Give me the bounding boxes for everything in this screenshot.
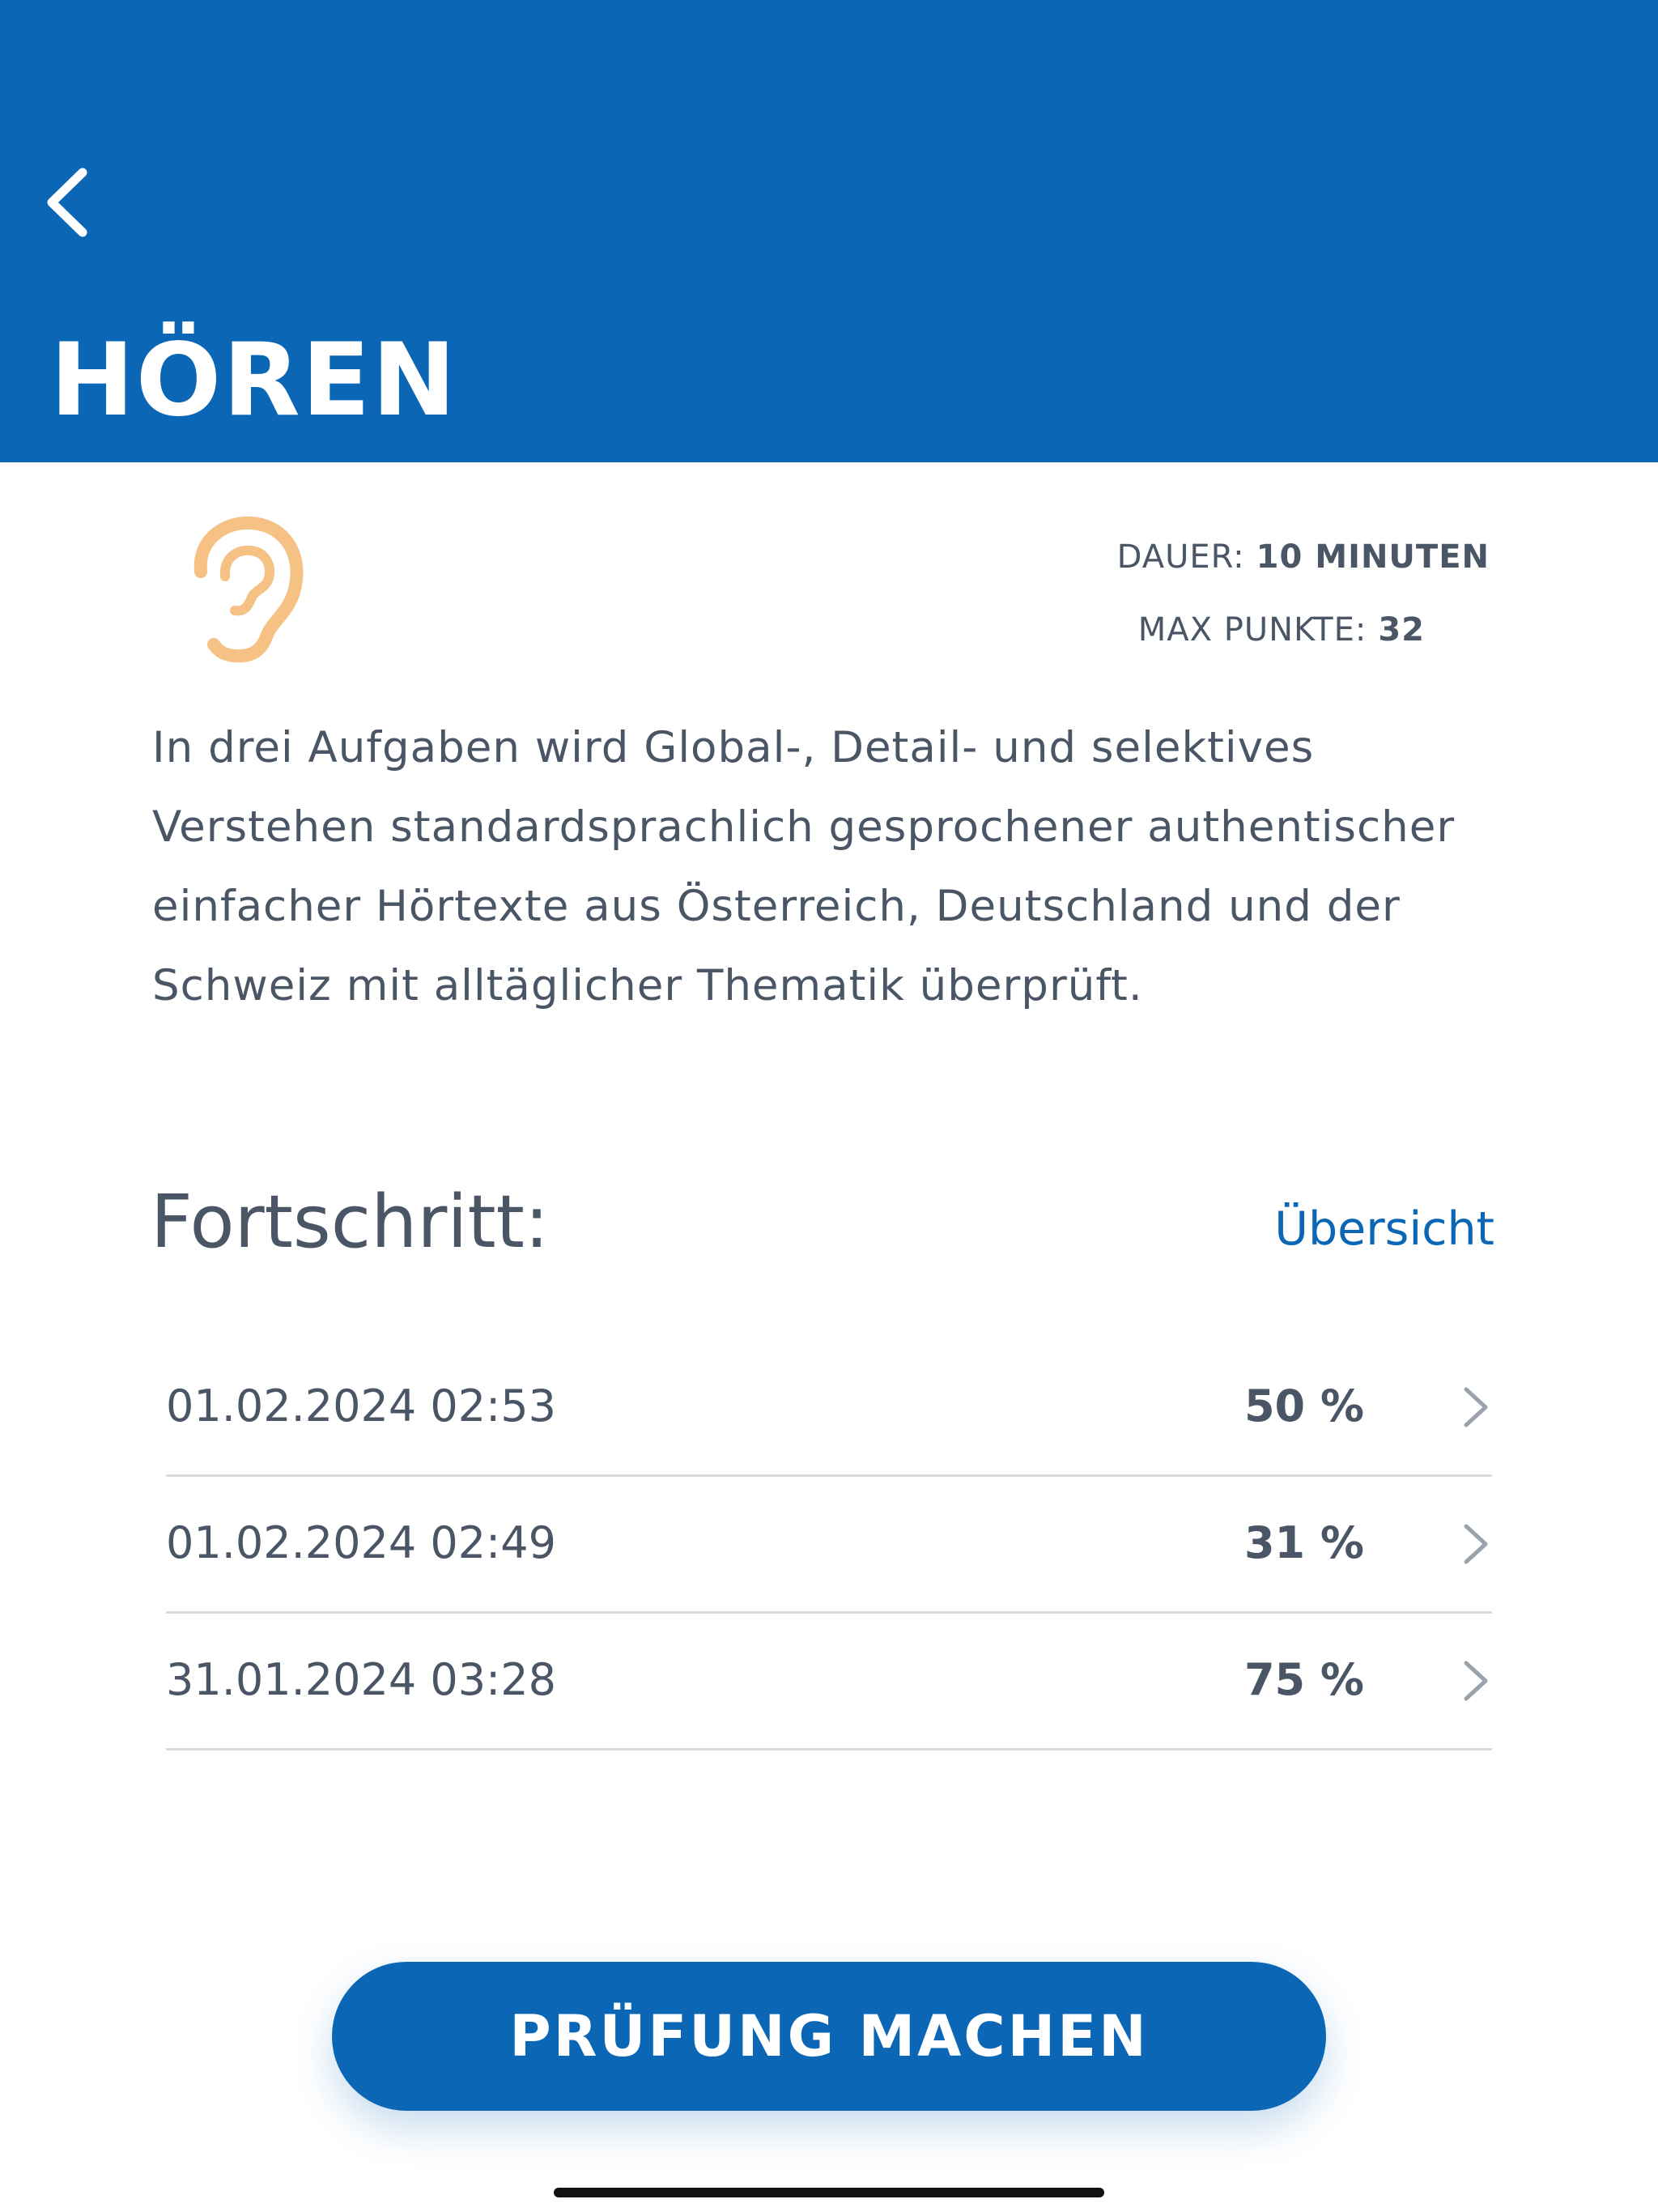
ear-icon bbox=[186, 515, 308, 666]
result-score: 50 % bbox=[1244, 1380, 1364, 1431]
result-score: 75 % bbox=[1244, 1654, 1364, 1705]
result-row[interactable] bbox=[166, 1614, 1492, 1750]
duration-value: 10 MINUTEN bbox=[1256, 538, 1490, 576]
result-date: 31.01.2024 03:28 bbox=[166, 1654, 556, 1705]
result-score: 31 % bbox=[1244, 1517, 1364, 1568]
max-points-label: MAX PUNKTE: bbox=[1137, 611, 1367, 649]
overview-link[interactable]: Übersicht bbox=[1274, 1202, 1494, 1256]
home-indicator bbox=[554, 2188, 1104, 2197]
duration-label: DAUER: bbox=[1116, 538, 1245, 576]
chevron-right-icon bbox=[1460, 1521, 1492, 1567]
start-exam-button[interactable]: PRÜFUNG MACHEN bbox=[332, 1962, 1326, 2111]
result-row[interactable] bbox=[166, 1340, 1492, 1477]
result-list bbox=[166, 1340, 1492, 1750]
max-points-info bbox=[1138, 606, 1425, 654]
result-date: 01.02.2024 02:49 bbox=[166, 1517, 556, 1568]
section-description: In drei Aufgaben wird Global-, Detail- und selektives Verstehen standardsprachlich gesprochener authentischer einfacher Hörtexte aus Österreich, Deutschland und der Schweiz mit alltäglicher Thematik überprüft. bbox=[152, 723, 1456, 1010]
page-title: HÖREN bbox=[50, 322, 458, 439]
back-button[interactable] bbox=[18, 154, 115, 251]
chevron-right-icon bbox=[1460, 1658, 1492, 1704]
progress-heading: Fortschritt: bbox=[151, 1180, 550, 1265]
max-points-value: 32 bbox=[1378, 611, 1425, 649]
chevron-left-icon bbox=[42, 166, 91, 239]
result-date: 01.02.2024 02:53 bbox=[166, 1380, 556, 1431]
app-header bbox=[0, 0, 1658, 462]
duration-info bbox=[1117, 533, 1490, 581]
result-row[interactable] bbox=[166, 1477, 1492, 1614]
chevron-right-icon bbox=[1460, 1385, 1492, 1430]
